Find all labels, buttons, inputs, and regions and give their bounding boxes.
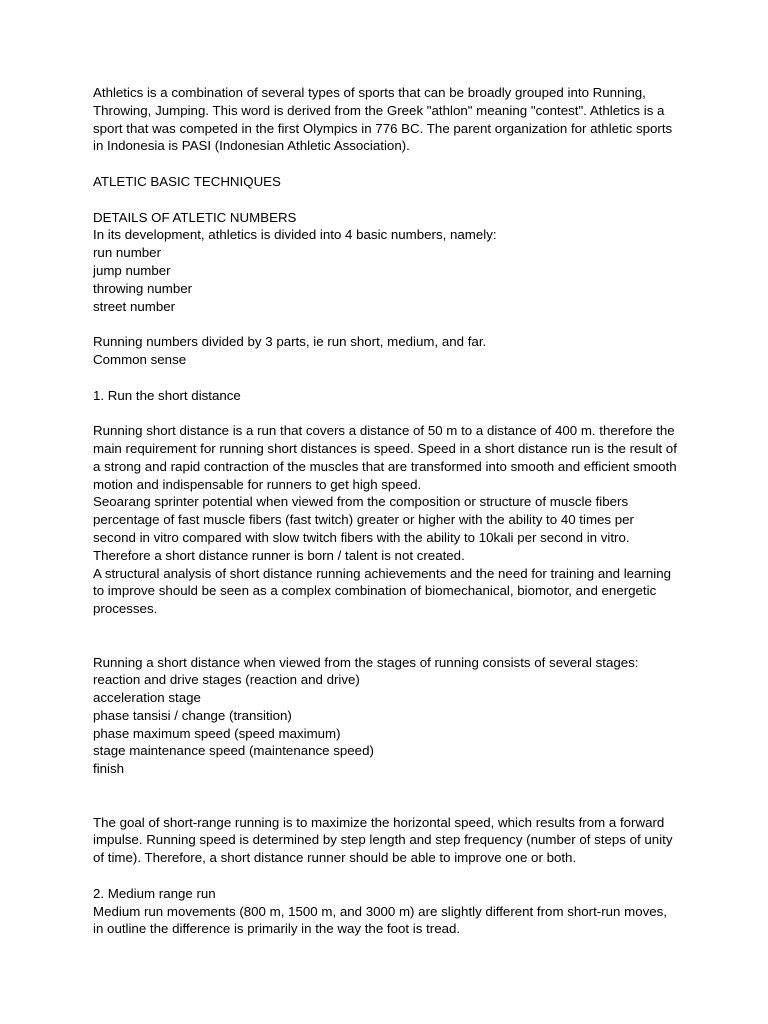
list-item: finish [93,761,125,777]
stages-intro: Running a short distance when viewed from the stages of running consists of several stages: [93,654,639,670]
text-line: second in vitro compared with slow twitch fibers with the ability to 10kali per second in vitro. [93,529,630,545]
list-item: phase maximum speed (speed maximum) [93,725,341,741]
text-line: Medium run movements (800 m, 1500 m, and 3000 m) are slightly different from short-run moves, [93,903,667,919]
heading-basic-techniques: ATLETIC BASIC TECHNIQUES [93,173,281,189]
numbers-list [93,244,683,315]
text-line: The goal of short-range running is to maximize the horizontal speed, which results from a forward [93,814,665,830]
text-line: of time). Therefore, a short distance runner should be able to improve one or both. [93,850,577,866]
list-item: throwing number [93,280,193,296]
section1-title: 1. Run the short distance [93,387,241,403]
section2-title: 2. Medium range run [93,885,216,901]
text-line: in outline the difference is primarily in the way the foot is tread. [93,921,461,937]
text-line: in Indonesia is PASI (Indonesian Athletic Association). [93,138,410,154]
text-line: sport that was competed in the first Olympics in 776 BC. The parent organization for athletic sports [93,120,673,136]
text-line: A structural analysis of short distance running achievements and the need for training and learning [93,565,672,581]
section1-paragraph [93,422,683,618]
text-line: a strong and rapid contraction of the muscles that are transformed into smooth and efficient smooth [93,458,677,474]
running-parts: Running numbers divided by 3 parts, ie run short, medium, and far. [93,334,487,350]
intro-paragraph [93,84,683,155]
text-line: to improve should be seen as a complex combination of biomechanical, biomotor, and energetic [93,583,657,599]
list-item: phase tansisi / change (transition) [93,707,292,723]
text-line: motion and indispensable for runners to get high speed. [93,476,422,492]
text-line: Athletics is a combination of several types of sports that can be broadly grouped into Running, [93,85,646,100]
list-item: stage maintenance speed (maintenance speed) [93,743,374,759]
section2-paragraph [93,903,683,939]
list-item: street number [93,298,176,314]
list-item: run number [93,245,161,261]
text-line: percentage of fast muscle fibers (fast twitch) greater or higher with the ability to 40 times per [93,512,634,528]
text-line: Seoarang sprinter potential when viewed from the composition or structure of muscle fibers [93,494,629,510]
text-line: main requirement for running short distances is speed. Speed in a short distance run is the result of [93,440,677,456]
development-intro: In its development, athletics is divided into 4 basic numbers, namely: [93,227,497,243]
list-item: acceleration stage [93,690,201,706]
list-item: jump number [93,262,171,278]
text-line: Running short distance is a run that covers a distance of 50 m to a distance of 400 m. therefore the [93,423,675,439]
text-line: impulse. Running speed is determined by step length and step frequency (number of steps of unity [93,832,673,848]
list-item: reaction and drive stages (reaction and drive) [93,672,360,688]
text-line: Therefore a short distance runner is born / talent is not created. [93,547,465,563]
text-line: Throwing, Jumping. This word is derived from the Greek "athlon" meaning "contest". Athletics is a [93,102,665,118]
heading-details: DETAILS OF ATLETIC NUMBERS [93,209,297,225]
goal-paragraph [93,814,683,867]
document-body [93,84,683,938]
common-sense: Common sense [93,351,187,367]
text-line: processes. [93,601,158,617]
stages-list [93,671,683,778]
